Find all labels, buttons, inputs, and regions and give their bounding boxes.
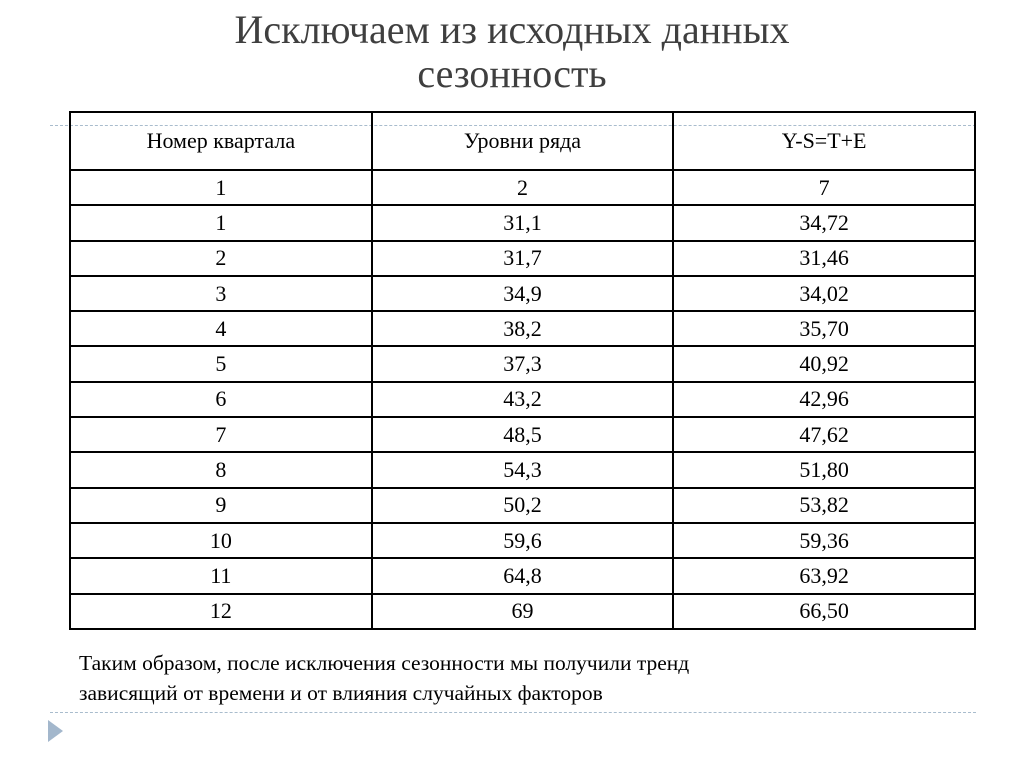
header-quarter: Номер квартала	[70, 112, 372, 170]
table-cell: 47,62	[673, 417, 975, 452]
table-cell: 11	[70, 558, 372, 593]
table-row	[70, 594, 975, 629]
table-cell: 6	[70, 382, 372, 417]
data-table	[69, 111, 976, 630]
table-cell: 43,2	[372, 382, 674, 417]
table-cell: 1	[70, 170, 372, 205]
slide-title	[0, 8, 1024, 96]
table-cell: 38,2	[372, 311, 674, 346]
header-adjusted: Y-S=T+E	[673, 112, 975, 170]
table-cell: 12	[70, 594, 372, 629]
table-cell: 3	[70, 276, 372, 311]
bottom-divider	[50, 712, 976, 713]
table-cell: 35,70	[673, 311, 975, 346]
table-cell: 34,72	[673, 205, 975, 240]
table-row	[70, 241, 975, 276]
table-cell: 10	[70, 523, 372, 558]
table-header-row	[70, 112, 975, 170]
table-row	[70, 523, 975, 558]
table-cell: 63,92	[673, 558, 975, 593]
table-row	[70, 417, 975, 452]
table-cell: 37,3	[372, 346, 674, 381]
table-cell: 31,46	[673, 241, 975, 276]
table-row	[70, 558, 975, 593]
table-row	[70, 276, 975, 311]
table-cell: 31,1	[372, 205, 674, 240]
table-row	[70, 488, 975, 523]
table-cell: 4	[70, 311, 372, 346]
table-cell: 69	[372, 594, 674, 629]
triangle-bullet-icon	[48, 720, 63, 742]
table-cell: 53,82	[673, 488, 975, 523]
table-cell: 48,5	[372, 417, 674, 452]
table-cell: 66,50	[673, 594, 975, 629]
table-cell: 50,2	[372, 488, 674, 523]
table-cell: 34,9	[372, 276, 674, 311]
table-cell: 7	[673, 170, 975, 205]
title-line-1: Исключаем из исходных данных	[234, 7, 790, 52]
conclusion-line-2: зависящий от времени и от влияния случайных факторов	[79, 681, 603, 705]
table-cell: 5	[70, 346, 372, 381]
table-cell: 42,96	[673, 382, 975, 417]
table-cell: 2	[372, 170, 674, 205]
table-cell: 64,8	[372, 558, 674, 593]
conclusion-line-1: Таким образом, после исключения сезонности мы получили тренд	[79, 651, 690, 675]
title-line-2: сезонность	[417, 51, 607, 96]
header-levels: Уровни ряда	[372, 112, 674, 170]
table-cell: 2	[70, 241, 372, 276]
table-row	[70, 346, 975, 381]
table-cell: 9	[70, 488, 372, 523]
table-cell: 31,7	[372, 241, 674, 276]
table-cell: 8	[70, 452, 372, 487]
table-cell: 54,3	[372, 452, 674, 487]
table-cell: 59,6	[372, 523, 674, 558]
table-cell: 51,80	[673, 452, 975, 487]
table-row	[70, 205, 975, 240]
table-row	[70, 311, 975, 346]
table-cell: 7	[70, 417, 372, 452]
table-cell: 40,92	[673, 346, 975, 381]
table-cell: 1	[70, 205, 372, 240]
table-cell: 34,02	[673, 276, 975, 311]
table-row	[70, 170, 975, 205]
table-row	[70, 382, 975, 417]
conclusion-text	[79, 648, 689, 708]
table-cell: 59,36	[673, 523, 975, 558]
table-row	[70, 452, 975, 487]
